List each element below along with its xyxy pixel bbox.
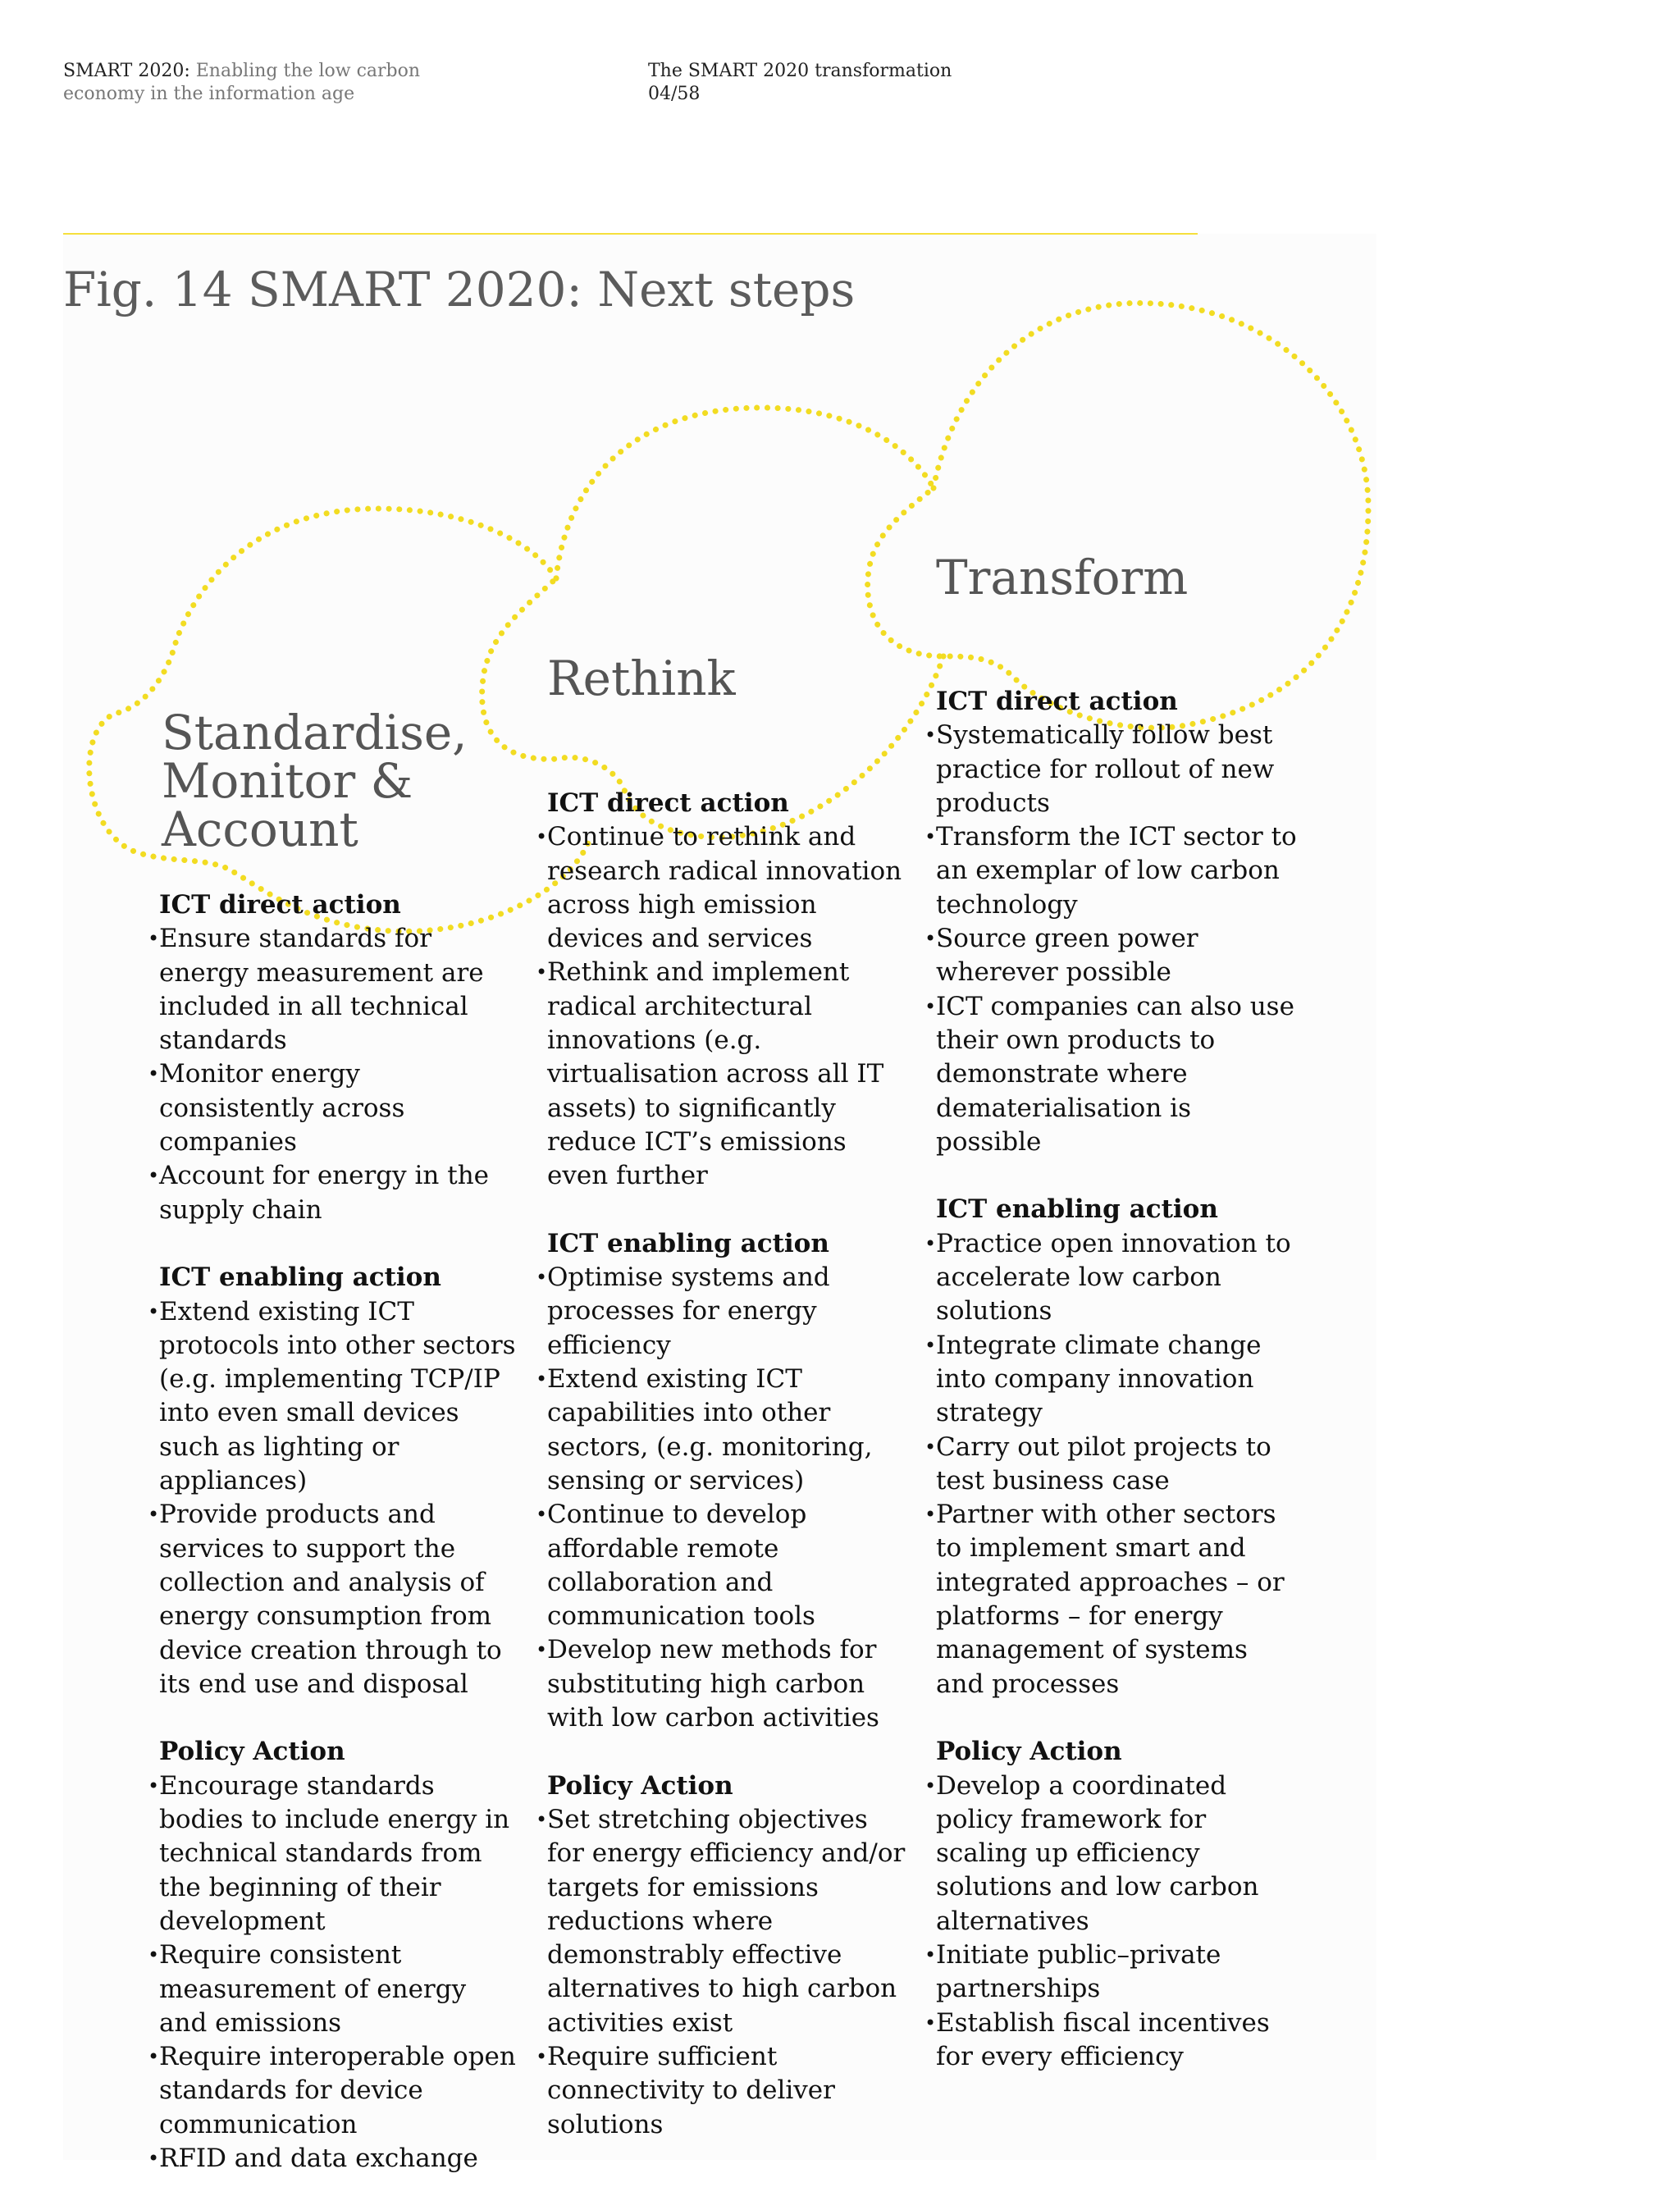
column-heading-transform	[936, 550, 1189, 605]
list-item: • Develop new methods for substituting high carbon with low carbon activities	[547, 1633, 908, 1735]
section-ict-enabling-action	[936, 1193, 1297, 1701]
section-title: ICT enabling action	[159, 1263, 441, 1293]
section-ict-direct-action	[936, 685, 1297, 1159]
column-transform	[936, 685, 1297, 2107]
section-policy-action	[936, 1735, 1297, 2074]
section-policy-action	[547, 1769, 908, 2142]
list-item: • Source green power wherever possible	[936, 922, 1297, 990]
section-title: ICT direct action	[936, 687, 1178, 716]
section-policy-action	[159, 1735, 520, 2176]
section-title: Policy Action	[936, 1737, 1122, 1767]
list-item: • Initiate public–private partnerships	[936, 1938, 1297, 2007]
list-item: • Continue to rethink and research radical innovation across high emission devices and services	[547, 820, 908, 956]
list-item: • Develop a coordinated policy framework for scaling up efficiency solutions and low carbon alternatives	[936, 1769, 1297, 1938]
publication-title: SMART 2020:	[63, 61, 190, 81]
heading-line: Transform	[936, 550, 1189, 605]
list-item: • Require consistent measurement of energy and emissions	[159, 1938, 520, 2040]
section-title: ICT direct action	[547, 788, 789, 818]
section-ict-direct-action	[547, 787, 908, 1194]
list-item: • ICT companies can also use their own products to demonstrate where dematerialisation is possible	[936, 990, 1297, 1159]
list-item: • Require interoperable open standards for device communication	[159, 2040, 520, 2142]
heading-line: Account	[162, 801, 358, 857]
page-number: 04/58	[648, 84, 701, 104]
list-item: • Monitor energy consistently across companies	[159, 1057, 520, 1159]
list-item: • Extend existing ICT capabilities into other sectors, (e.g. monitoring, sensing or services)	[547, 1363, 908, 1498]
column-heading-rethink	[547, 651, 736, 706]
list-item: • Extend existing ICT protocols into other sectors (e.g. implementing TCP/IP into even small devices such as lighting or appliances)	[159, 1295, 520, 1499]
column-rethink	[547, 787, 908, 2176]
publication-subtitle: Enabling the low carbon economy in the information age	[63, 61, 421, 104]
list-item: • Ensure standards for energy measurement are included in all technical standards	[159, 922, 520, 1057]
list-item: • Continue to develop affordable remote collaboration and communication tools	[547, 1498, 908, 1633]
section-ict-enabling-action	[159, 1261, 520, 1701]
section-title: ICT direct action	[159, 890, 401, 920]
cloud-outline-transform	[868, 303, 1368, 728]
heading-line: Rethink	[547, 651, 736, 706]
section-title: ICT enabling action	[936, 1194, 1218, 1225]
list-item: • Rethink and implement radical architectural innovations (e.g. virtualisation across all IT assets) to significantly reduce ICT’s emissions even further	[547, 956, 908, 1193]
list-item: • Optimise systems and processes for energy efficiency	[547, 1261, 908, 1363]
section-ict-direct-action	[159, 888, 520, 1227]
section-title: Policy Action	[547, 1770, 733, 1801]
column-heading-standardise	[162, 705, 468, 857]
list-item: • Establish fiscal incentives for every efficiency	[936, 2007, 1297, 2075]
section-title: ICT enabling action	[547, 1228, 829, 1258]
column-standardise	[159, 888, 520, 2210]
section-title: The SMART 2020 transformation	[648, 61, 952, 81]
list-item: • Integrate climate change into company innovation strategy	[936, 1329, 1297, 1431]
list-item: • Transform the ICT sector to an exemplar of low carbon technology	[936, 820, 1297, 922]
list-item: • Carry out pilot projects to test business case	[936, 1431, 1297, 1499]
list-item: • Provide products and services to support the collection and analysis of energy consumption from device creation through to its end use and disposal	[159, 1498, 520, 1701]
list-item: • Encourage standards bodies to include energy in technical standards from the beginning of their development	[159, 1769, 520, 1938]
list-item: • Account for energy in the supply chain	[159, 1159, 520, 1227]
list-item: • RFID and data exchange	[159, 2142, 520, 2176]
section-title: Policy Action	[159, 1737, 345, 1767]
cloud-outline-rethink	[556, 408, 934, 578]
heading-line: Standardise,	[162, 705, 468, 760]
list-item: • Require sufficient connectivity to deliver solutions	[547, 2040, 908, 2142]
list-item: • Partner with other sectors to implement smart and integrated approaches – or platforms – for energy management of systems and processes	[936, 1498, 1297, 1701]
list-item: • Practice open innovation to accelerate low carbon solutions	[936, 1227, 1297, 1329]
list-item: • Set stretching objectives for energy efficiency and/or targets for emissions reductions where demonstrably effective alternatives to high carbon activities exist	[547, 1803, 908, 2040]
list-item: • Systematically follow best practice for rollout of new products	[936, 719, 1297, 820]
heading-line: Monitor &	[162, 753, 413, 809]
figure-title: Fig. 14 SMART 2020: Next steps	[63, 262, 856, 317]
section-ict-enabling-action	[547, 1227, 908, 1735]
